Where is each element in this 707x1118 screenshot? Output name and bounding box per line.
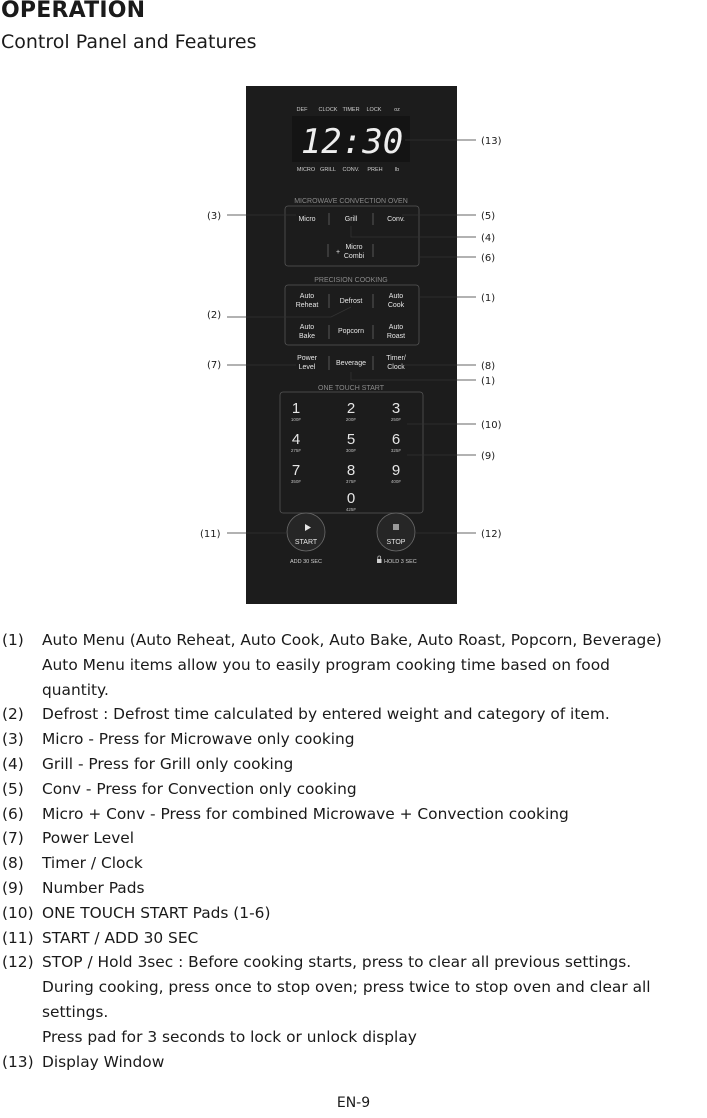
micro-combi-label-2: Combi	[343, 253, 365, 260]
number-pad-7[interactable]	[291, 462, 302, 484]
description-number: (1)	[2, 631, 24, 649]
description-item	[0, 777, 707, 802]
section-one-touch-title: ONE TOUCH START	[318, 385, 384, 392]
number-pad-temp: 375F	[345, 479, 357, 484]
number-pad-digit: 6	[391, 431, 401, 448]
display-time: 12:30	[300, 122, 404, 162]
defrost-button[interactable]: Defrost	[339, 298, 363, 305]
number-pad-temp: 275F	[290, 448, 302, 453]
callout-1-precision: (1)	[481, 293, 496, 304]
popcorn-button[interactable]: Popcorn	[337, 328, 365, 335]
auto-reheat-label-1[interactable]: Auto	[299, 293, 315, 300]
callout-11: (11)	[200, 529, 221, 540]
stop-square-icon	[393, 524, 399, 530]
number-pad-4[interactable]	[291, 431, 302, 453]
number-pad-digit: 7	[291, 462, 301, 479]
description-number: (12)	[2, 953, 34, 972]
description-continuation: During cooking, press once to stop oven; press twice to stop oven and clear all	[42, 978, 651, 997]
beverage-button[interactable]: Beverage	[336, 360, 366, 367]
description-number: (6)	[2, 804, 24, 823]
micro-button[interactable]: Micro	[298, 216, 316, 223]
grill-button[interactable]: Grill	[344, 216, 358, 223]
auto-roast-label-1[interactable]: Auto	[388, 324, 404, 331]
callout-1-beverage: (1)	[481, 376, 496, 387]
page-number: EN-9	[336, 1095, 371, 1111]
status-lb: lb	[394, 167, 400, 173]
description-number: (9)	[2, 878, 24, 897]
description-number: (4)	[2, 754, 24, 773]
micro-combi-plus: +	[335, 249, 341, 256]
number-pad-digit: 4	[291, 431, 301, 448]
description-text: Auto Menu (Auto Reheat, Auto Cook, Auto Bake, Auto Roast, Popcorn, Beverage)	[42, 631, 662, 649]
number-pad-temp: 100F	[290, 417, 302, 422]
description-continuation: Press pad for 3 seconds to lock or unlock display	[42, 1027, 417, 1046]
description-text: STOP / Hold 3sec : Before cooking starts, press to clear all previous settings.	[42, 953, 632, 972]
feature-descriptions	[0, 628, 707, 1074]
description-text: START / ADD 30 SEC	[42, 928, 199, 947]
number-pad-5[interactable]	[346, 431, 357, 453]
callout-9: (9)	[481, 451, 496, 462]
status-preh: PREH	[367, 167, 383, 173]
section-convection-title: MICROWAVE CONVECTION OVEN	[294, 198, 408, 205]
stop-label: STOP	[386, 539, 406, 546]
number-pad-6[interactable]	[391, 431, 402, 453]
auto-reheat-label-2[interactable]: Reheat	[295, 302, 319, 309]
start-caption: ADD 30 SEC	[289, 559, 323, 565]
number-pad-temp: 325F	[390, 448, 402, 453]
number-pad-temp: 425F	[345, 507, 357, 512]
auto-bake-label-2[interactable]: Bake	[299, 333, 315, 340]
description-item	[0, 727, 707, 752]
status-clock: CLOCK	[318, 107, 338, 113]
status-lock: LOCK	[366, 107, 382, 113]
auto-bake-label-1[interactable]: Auto	[299, 324, 315, 331]
status-micro: MICRO	[296, 167, 316, 173]
auto-roast-label-2[interactable]: Roast	[386, 333, 406, 340]
power-level-label-1[interactable]: Power	[297, 355, 317, 362]
conv-button[interactable]: Conv.	[387, 216, 405, 223]
micro-combi-label-1: Micro	[345, 244, 363, 251]
description-number: (10)	[2, 903, 34, 922]
description-continuation: quantity.	[42, 680, 109, 699]
auto-cook-label-1[interactable]: Auto	[388, 293, 404, 300]
description-continuation: settings.	[42, 1002, 109, 1021]
callout-3: (3)	[207, 211, 222, 222]
start-label: START	[294, 539, 318, 546]
description-text: ONE TOUCH START Pads (1-6)	[42, 903, 271, 922]
power-level-label-2[interactable]: Level	[298, 364, 316, 371]
number-pad-temp: 250F	[390, 417, 402, 422]
description-text: Display Window	[42, 1052, 165, 1071]
status-grill: GRILL	[320, 167, 336, 173]
number-pad-temp: 400F	[390, 479, 402, 484]
description-item	[0, 851, 707, 876]
callout-13: (13)	[481, 136, 502, 147]
number-pad-0[interactable]	[346, 490, 357, 512]
number-pad-2[interactable]	[346, 400, 357, 422]
description-item	[0, 702, 707, 727]
description-item	[0, 901, 707, 926]
description-continuation: Auto Menu items allow you to easily program cooking time based on food	[42, 655, 610, 674]
description-number: (5)	[2, 779, 24, 798]
callout-12: (12)	[481, 529, 502, 540]
description-text: Grill - Press for Grill only cooking	[42, 754, 294, 773]
description-item	[0, 628, 707, 653]
callout-8: (8)	[481, 361, 496, 372]
number-pad-digit: 5	[346, 431, 356, 448]
auto-cook-label-2[interactable]: Cook	[387, 302, 405, 309]
description-text: Conv - Press for Convection only cooking	[42, 779, 357, 798]
description-item	[0, 926, 707, 951]
description-item	[0, 876, 707, 901]
description-text: Timer / Clock	[42, 854, 143, 873]
page-subheading: Control Panel and Features	[1, 31, 257, 53]
description-item	[0, 802, 707, 827]
page-heading: OPERATION	[1, 0, 146, 23]
number-pad-temp: 200F	[345, 417, 357, 422]
status-def: DEF	[296, 107, 308, 113]
number-pad-digit: 9	[391, 462, 401, 479]
number-pad-temp: 300F	[345, 448, 357, 453]
description-item	[0, 1050, 707, 1075]
description-number: (3)	[2, 730, 24, 749]
description-number: (13)	[2, 1052, 34, 1071]
callout-4: (4)	[481, 233, 496, 244]
number-pad-digit: 1	[291, 400, 301, 417]
number-pad-digit: 8	[346, 462, 356, 479]
description-text: Micro + Conv - Press for combined Microwave + Convection cooking	[42, 804, 569, 823]
description-item	[0, 826, 707, 851]
description-number: (7)	[2, 829, 24, 848]
number-pad-3[interactable]	[391, 400, 402, 422]
callout-6: (6)	[481, 253, 496, 264]
number-pad-9[interactable]	[391, 462, 402, 484]
callout-10: (10)	[481, 420, 502, 431]
callout-7: (7)	[207, 360, 222, 371]
description-item	[0, 950, 707, 975]
status-timer: TIMER	[342, 107, 360, 113]
status-conv: CONV.	[342, 167, 360, 173]
number-pad-digit: 2	[346, 400, 356, 417]
callout-2: (2)	[207, 310, 222, 321]
number-pad-1[interactable]	[291, 400, 302, 422]
timer-clock-label-2[interactable]: Clock	[387, 364, 405, 371]
number-pad-temp: 350F	[290, 479, 302, 484]
description-item	[0, 752, 707, 777]
description-text: Defrost : Defrost time calculated by entered weight and category of item.	[42, 705, 610, 724]
description-text: Power Level	[42, 829, 135, 848]
description-text: Micro - Press for Microwave only cooking	[42, 730, 355, 749]
number-pad-digit: 0	[346, 490, 356, 507]
description-number: (2)	[2, 705, 24, 724]
stop-caption: HOLD 3 SEC	[384, 559, 417, 565]
number-pad-digit: 3	[391, 400, 401, 417]
timer-clock-label-1[interactable]: Timer/	[386, 355, 406, 362]
description-number: (8)	[2, 854, 24, 873]
description-text: Number Pads	[42, 878, 145, 897]
status-oz: oz	[394, 107, 400, 113]
description-number: (11)	[2, 928, 34, 947]
number-pad-8[interactable]	[346, 462, 357, 484]
section-precision-title: PRECISION COOKING	[314, 277, 388, 284]
callout-5: (5)	[481, 211, 496, 222]
